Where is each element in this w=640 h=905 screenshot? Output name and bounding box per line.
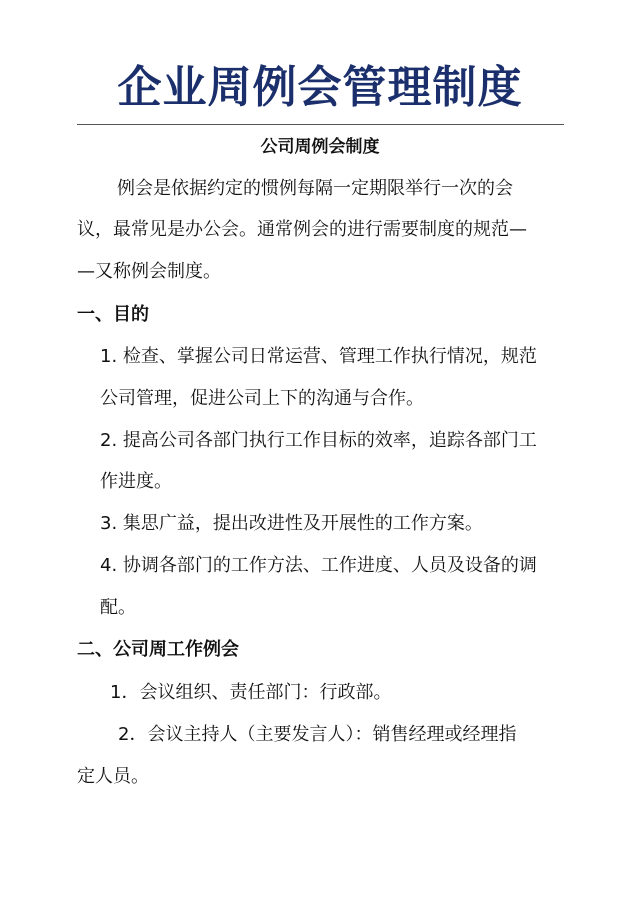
list-item: 3. 集思广益，提出改进性及开展性的工作方案。	[100, 513, 483, 534]
section-heading-purpose: 一、目的	[77, 304, 149, 325]
list-item-continuation: 定人员。	[77, 766, 149, 787]
list-item: 1．会议组织、责任部门：行政部。	[110, 682, 392, 703]
title-divider	[77, 124, 564, 125]
list-item-continuation: 公司管理，促进公司上下的沟通与合作。	[100, 388, 424, 409]
section-heading-weekly-meeting: 二、公司周工作例会	[77, 639, 239, 660]
intro-line: 例会是依据约定的惯例每隔一定期限举行一次的会	[117, 178, 513, 199]
list-item: 1. 检查、掌握公司日常运营、管理工作执行情况，规范	[100, 346, 537, 367]
document-subtitle: 公司周例会制度	[260, 137, 380, 157]
document-title: 企业周例会管理制度	[117, 62, 523, 113]
list-item-continuation: 作进度。	[100, 471, 172, 492]
intro-line: —又称例会制度。	[77, 261, 221, 282]
list-item: 2. 提高公司各部门执行工作目标的效率，追踪各部门工	[100, 430, 537, 451]
list-item-continuation: 配。	[100, 597, 136, 618]
list-item: 4. 协调各部门的工作方法、工作进度、人员及设备的调	[100, 555, 537, 576]
intro-line: 议，最常见是办公会。通常例会的进行需要制度的规范—	[77, 219, 527, 240]
list-item: 2．会议主持人（主要发言人）：销售经理或经理指	[118, 724, 517, 745]
